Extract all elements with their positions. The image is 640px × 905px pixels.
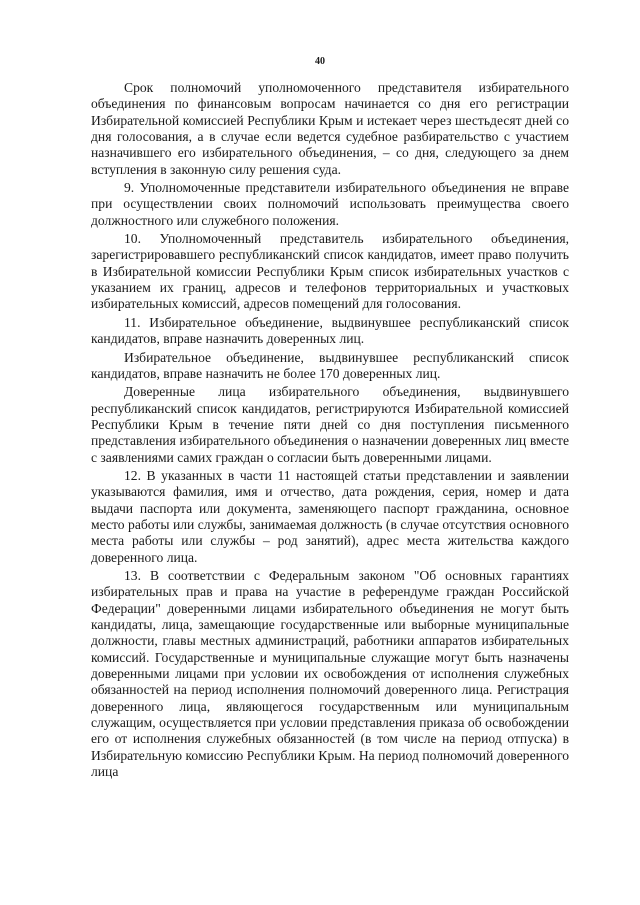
paragraph-11-limit: Избирательное объединение, выдвинувшее республиканский список кандидатов, вправе назначить не более 170 доверенных лиц.: [91, 349, 569, 381]
paragraph-9: 9. Уполномоченные представители избирательного объединения не вправе при осуществлении своих полномочий использовать преимущества своего должностного или служебного положения.: [91, 180, 569, 228]
paragraph-10: 10. Уполномоченный представитель избирательного объединения, зарегистрировавшего республиканский список кандидатов, имеет право получить в Избирательной комиссии Республики Крым список избирательных участков с указанием их границ, адресов и телефонов территориальных и участковых избирательных комиссий, адресов помещений для голосования.: [91, 231, 569, 312]
paragraph-term-of-office: Срок полномочий уполномоченного представителя избирательного объединения по финансовым вопросам начинается со дня его регистрации Избирательной комиссией Республики Крым и истекает через шестьдесят дней со дня голосования, а в случае если ведется судебное разбирательство с участием назначившего его избирательного объединения, – со дня, следующего за днем вступления в законную силу решения суда.: [91, 80, 569, 177]
page-number: 40: [315, 56, 325, 67]
paragraph-11-registration: Доверенные лица избирательного объединения, выдвинувшего республиканский список кандидатов, регистрируются Избирательной комиссией Республики Крым в течение пяти дней со дня поступления письменного представления избирательного объединения о назначении доверенных лиц вместе с заявлениями самих граждан о согласии быть доверенными лицами.: [91, 384, 569, 465]
paragraph-12: 12. В указанных в части 11 настоящей статьи представлении и заявлении указываются фамилия, имя и отчество, дата рождения, серия, номер и дата выдачи паспорта или документа, заменяющего паспорт гражданина, основное место работы или службы, занимаемая должность (в случае отсутствия основного места работы или службы – род занятий), адрес места жительства каждого доверенного лица.: [91, 467, 569, 565]
document-body: [91, 80, 569, 782]
paragraph-11: 11. Избирательное объединение, выдвинувшее республиканский список кандидатов, вправе назначить доверенных лиц.: [91, 314, 569, 347]
paragraph-13: 13. В соответствии с Федеральным законом "Об основных гарантиях избирательных прав и права на участие в референдуме граждан Российской Федерации" доверенными лицами избирательного объединения не могут быть кандидаты, лица, замещающие государственные или выборные муниципальные должности, главы местных администраций, работники аппаратов избирательных комиссий. Государственные и муниципальные служащие могут быть назначены доверенными лицами при условии их освобождения от исполнения служебных обязанностей на период исполнения полномочий доверенного лица. Регистрация доверенного лица, являющегося государственным или муниципальным служащим, осуществляется при условии представления приказа об освобождении его от исполнения служебных обязанностей (в том числе на период отпуска) в Избирательную комиссию Республики Крым. На период полномочий доверенного лица: [91, 567, 569, 780]
